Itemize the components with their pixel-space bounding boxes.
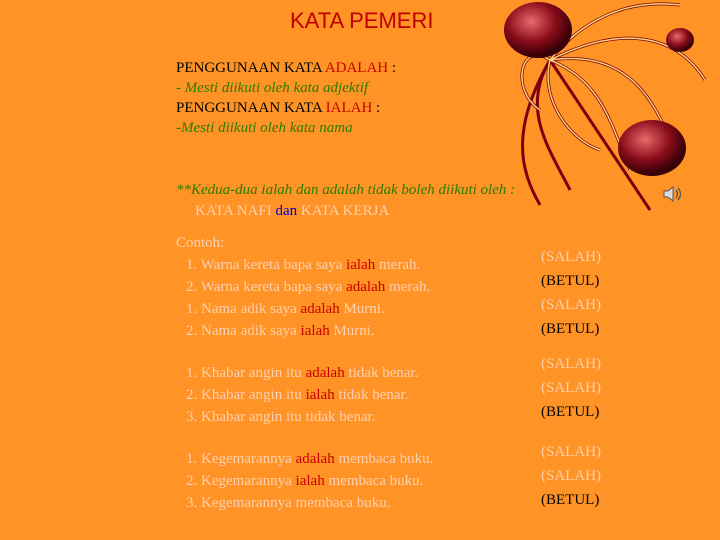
- answer-label: (SALAH): [541, 249, 601, 265]
- contoh-label: Contoh:: [176, 235, 225, 251]
- rules-block: [176, 58, 396, 138]
- example-item: [186, 320, 430, 342]
- answers-group-1: [541, 245, 601, 341]
- note-dan: dan: [275, 203, 298, 219]
- decorative-firework-art: [480, 0, 720, 220]
- example-text: 3. Khabar angin itu tidak benar.: [186, 409, 376, 425]
- rule-prefix: PENGGUNAAN KATA: [176, 100, 326, 116]
- example-text: 2. Khabar angin itu: [186, 387, 306, 403]
- example-word: ialah: [305, 387, 335, 403]
- example-text: 3. Kegemarannya membaca buku.: [186, 495, 391, 511]
- example-text: 1. Nama adik saya: [186, 301, 301, 317]
- example-word: ialah: [295, 473, 325, 489]
- example-word: adalah: [300, 301, 340, 317]
- example-item: [186, 276, 430, 298]
- example-word: ialah: [300, 323, 330, 339]
- example-item: [186, 406, 418, 428]
- example-text: 2. Nama adik saya: [186, 323, 301, 339]
- rule-word: ADALAH: [324, 60, 389, 76]
- answer-label: (SALAH): [541, 356, 601, 372]
- answers-group-2: [541, 352, 601, 424]
- example-rest: merah.: [375, 257, 421, 273]
- example-text: 1. Warna kereta bapa saya: [186, 257, 347, 273]
- speaker-icon[interactable]: [662, 184, 684, 209]
- page-title: KATA PEMERI: [290, 8, 434, 33]
- example-rest: Murni.: [339, 301, 385, 317]
- example-item: [186, 362, 418, 384]
- rule-line-ialah: [176, 98, 396, 118]
- example-group-1: [186, 254, 430, 342]
- example-group-3: [186, 448, 433, 514]
- answer-label: (SALAH): [541, 468, 601, 484]
- answer-label: (SALAH): [541, 444, 601, 460]
- example-rest: merah.: [385, 279, 431, 295]
- example-word: ialah: [346, 257, 376, 273]
- rule-prefix: PENGGUNAAN KATA: [176, 60, 325, 76]
- example-rest: membaca buku.: [324, 473, 424, 489]
- example-rest: membaca buku.: [334, 451, 434, 467]
- rule-suffix: :: [372, 100, 381, 116]
- answer-label: (SALAH): [541, 297, 601, 313]
- example-group-2: [186, 362, 418, 428]
- rule-desc-adalah: - Mesti diikuti oleh kata adjektif: [176, 80, 369, 96]
- example-item: [186, 254, 430, 276]
- answer-label: (BETUL): [541, 273, 600, 289]
- example-rest: tidak benar.: [334, 387, 409, 403]
- answer-label: (SALAH): [541, 380, 601, 396]
- example-word: adalah: [305, 365, 345, 381]
- note-line-2: [195, 201, 389, 221]
- rule-desc-ialah: -Mesti diikuti oleh kata nama: [176, 120, 353, 136]
- example-text: 2. Warna kereta bapa saya: [186, 279, 347, 295]
- note-kata-nafi: KATA NAFI: [195, 203, 276, 219]
- example-word: adalah: [346, 279, 386, 295]
- answer-label: (BETUL): [541, 492, 600, 508]
- example-item: [186, 298, 430, 320]
- example-text: 1. Kegemarannya: [186, 451, 296, 467]
- example-item: [186, 384, 418, 406]
- example-text: 2. Kegemarannya: [186, 473, 296, 489]
- example-text: 1. Khabar angin itu: [186, 365, 306, 381]
- example-item: [186, 492, 433, 514]
- example-word: adalah: [295, 451, 335, 467]
- note-kata-kerja: KATA KERJA: [297, 203, 390, 219]
- example-item: [186, 470, 433, 492]
- answer-label: (BETUL): [541, 321, 600, 337]
- rule-word: IALAH: [325, 100, 373, 116]
- example-rest: Murni.: [329, 323, 375, 339]
- example-rest: tidak benar.: [344, 365, 419, 381]
- rule-line-adalah: [176, 58, 396, 78]
- answers-group-3: [541, 440, 601, 512]
- answer-label: (BETUL): [541, 404, 600, 420]
- example-item: [186, 448, 433, 470]
- rule-suffix: :: [388, 60, 397, 76]
- note-line: **Kedua-dua ialah dan adalah tidak boleh diikuti oleh :: [176, 182, 516, 198]
